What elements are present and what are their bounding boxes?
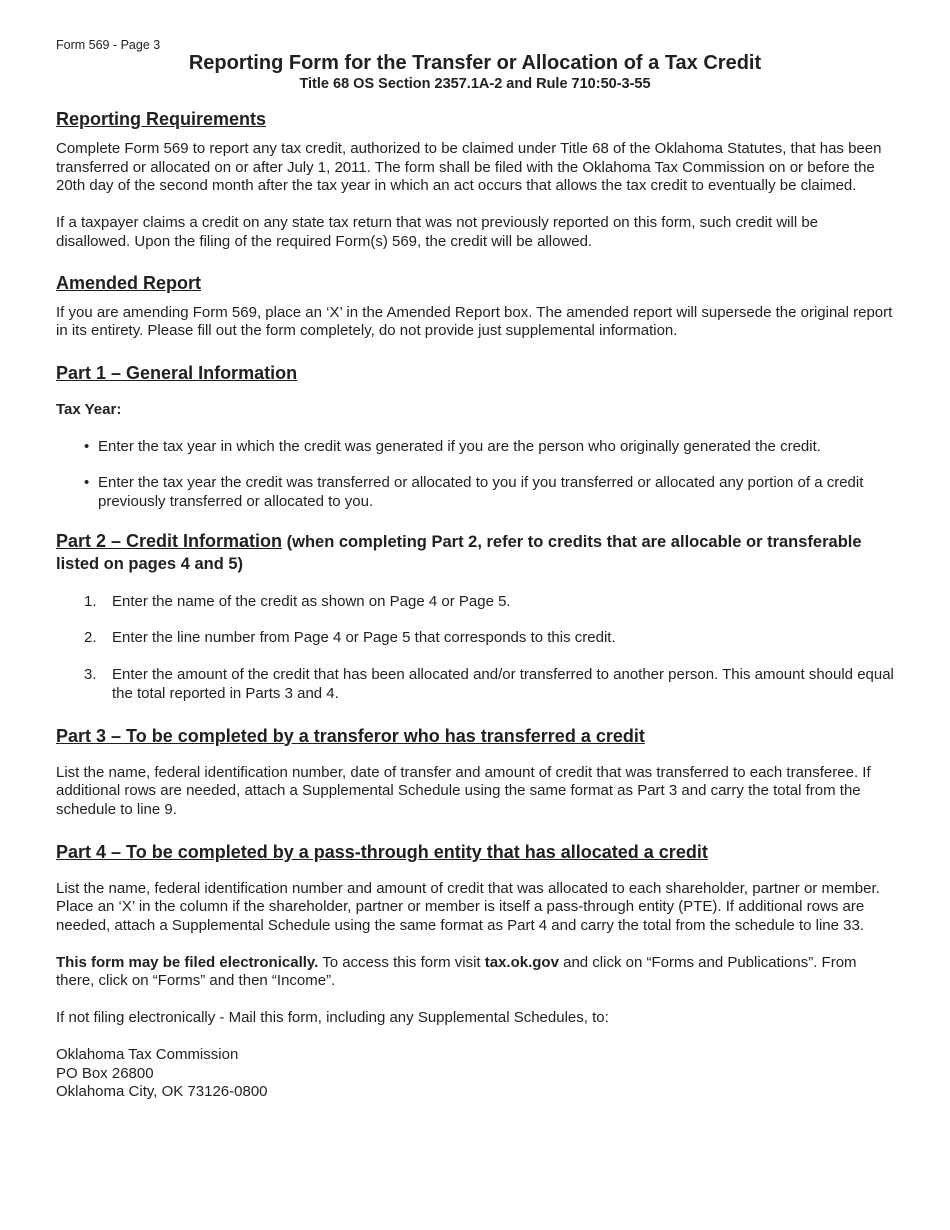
part3-para: List the name, federal identification number, date of transfer and amount of credit that was transferred to each transferee. If additional rows are needed, attach a Supplemental Schedule using the same format as Part 3 and carry the total from the schedule to line 9. — [56, 763, 871, 818]
part1-heading: Part 1 – General Information — [56, 362, 298, 383]
efile-note: This form may be filed electronically. To access this form visit tax.ok.gov and click on “Forms and Publications”. From there, click on “Forms” and then “Income”. — [56, 953, 857, 990]
mailing-address — [56, 1046, 894, 1102]
address-line: Oklahoma Tax Commission — [56, 1045, 239, 1063]
form-subtitle: Title 68 OS Section 2357.1A-2 and Rule 710:50-3-55 — [299, 76, 651, 92]
reporting-requirements-heading: Reporting Requirements — [56, 109, 267, 129]
part3-heading: Part 3 – To be completed by a transferor who has transferred a credit — [56, 725, 645, 746]
page-label: Form 569 - Page 3 — [56, 38, 161, 52]
part4-para: List the name, federal identification number and amount of credit that was allocated to each shareholder, partner or member. Place an ‘X’ in the column if the shareholder, partner or member is itself a pass-through entity (PTE). If additional rows are needed, attach a Supplemental Schedule using the same format as Part 4 and carry the total from the schedule to line 33. — [56, 879, 880, 935]
part2-heading: Part 2 – Credit Information (when completing Part 2, refer to credits that are allocable or transferable listed on pages 4 and 5) — [56, 530, 862, 573]
list-item: 3. Enter the amount of the credit that has been allocated and/or transferred to another person. This amount should equal the total reported in Parts 3 and 4. — [84, 666, 894, 702]
list-item: • Enter the tax year in which the credit was generated if you are the person who originally generated the credit. — [84, 437, 821, 455]
tax-website-link: tax.ok.gov — [484, 953, 559, 971]
mail-instructions: If not filing electronically - Mail this form, including any Supplemental Schedules, to: — [56, 1009, 609, 1027]
reporting-requirements-para-2: If a taxpayer claims a credit on any state tax return that was not previously reported on this form, such credit will be disallowed. Upon the filing of the required Form(s) 569, the credit will be allowed. — [56, 214, 819, 250]
instructions-body — [56, 108, 894, 1102]
amended-report-para: If you are amending Form 569, place an ‘X’ in the Amended Report box. The amended report will supersede the original report in its entirety. Please fill out the form completely, do not provide just supplemental information. — [56, 303, 893, 340]
bullet-marker: • — [84, 474, 90, 492]
address-line: Oklahoma City, OK 73126-0800 — [56, 1083, 268, 1101]
tax-year-label: Tax Year: — [56, 400, 122, 418]
reporting-requirements-para-1: Complete Form 569 to report any tax credit, authorized to be claimed under Title 68 of the Oklahoma Statutes, that has been transferred or allocated on or after July 1, 2011. The form shall be filed with the Oklahoma Tax Commission on or before the 20th day of the second month after the tax year in which an act occurs that allows the tax credit to eventually be claimed. — [56, 140, 882, 195]
bullet-marker: • — [84, 437, 90, 455]
part4-heading: Part 4 – To be completed by a pass-through entity that has allocated a credit — [56, 841, 708, 862]
amended-report-heading: Amended Report — [56, 272, 202, 293]
part2-steps — [56, 593, 894, 704]
list-item: 1. Enter the name of the credit as shown on Page 4 or Page 5. — [84, 592, 511, 610]
tax-year-bullets — [56, 438, 894, 512]
list-item: 2. Enter the line number from Page 4 or Page 5 that corresponds to this credit. — [84, 629, 616, 647]
form-title: Reporting Form for the Transfer or Allocation of a Tax Credit — [188, 52, 762, 74]
list-item: • Enter the tax year the credit was transferred or allocated to you if you transferred or allocated any portion of a credit previously transferred or allocated to you. — [84, 474, 864, 511]
address-line: PO Box 26800 — [56, 1064, 154, 1082]
